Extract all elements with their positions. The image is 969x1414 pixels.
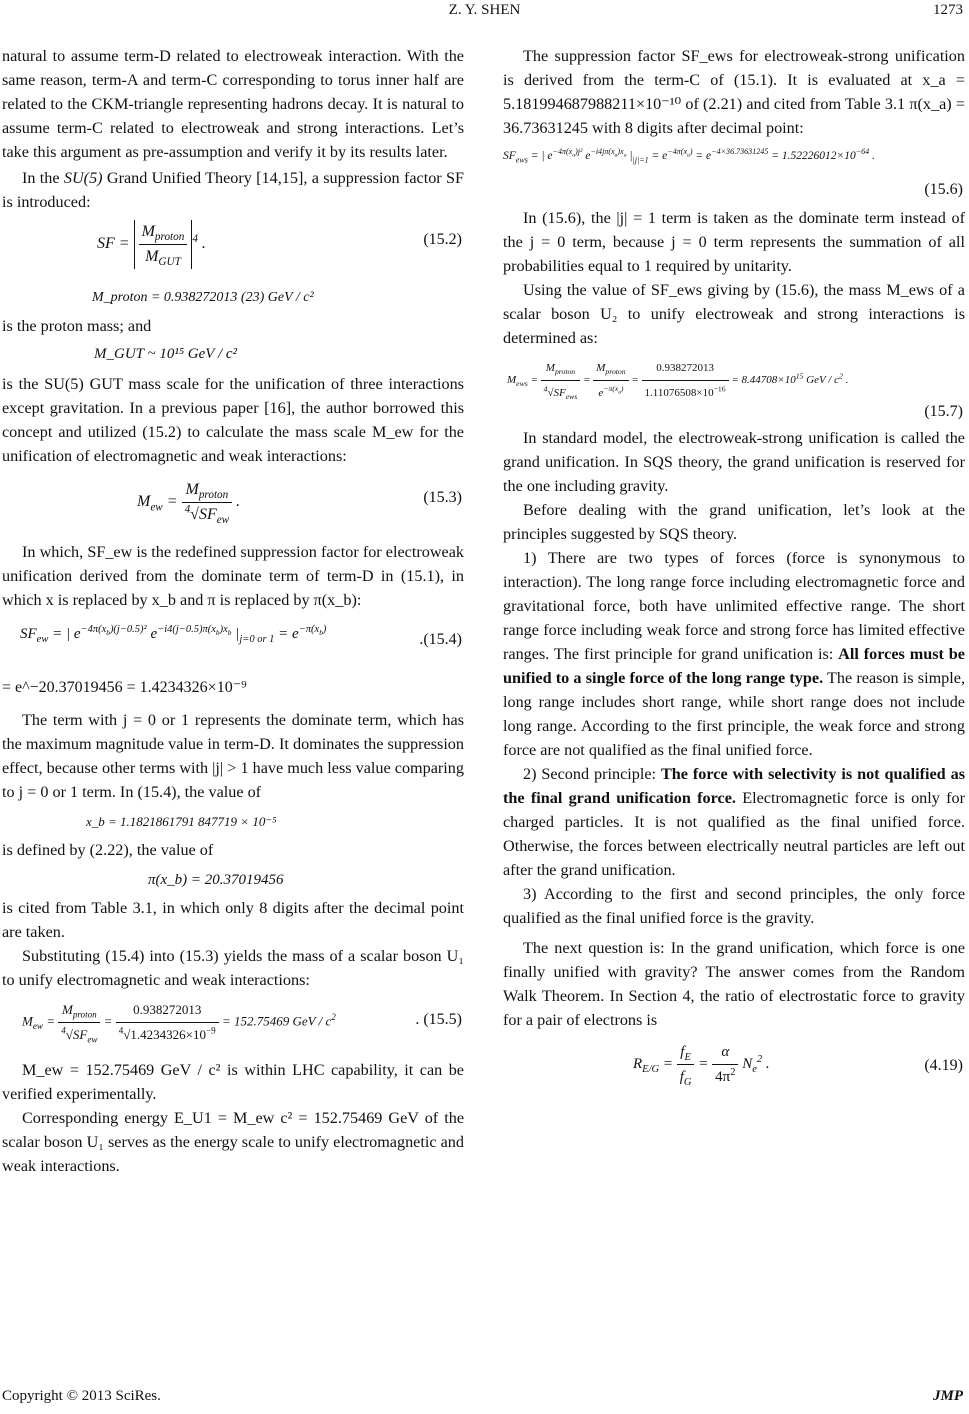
left-paragraph-11: Corresponding energy E_U1 = M_ew c² = 152.75469 GeV of the scalar boson U₁ serves as the energy scale to unify electromagnetic and weak interactions. — [2, 1109, 464, 1175]
equation-15-4-result: = e^−20.37019456 = 1.4234326×10⁻⁹ — [2, 679, 247, 696]
journal-name: JMP — [933, 1388, 963, 1404]
right-paragraph-8: 3) According to the first and second principles, the only force qualified as the final unified force is the gravity. — [503, 885, 965, 927]
right-paragraph-3: Using the value of SF_ews giving by (15.6), the mass M_ews of a scalar boson U₂ to unify electroweak and strong interactions is determined as: — [503, 281, 965, 347]
left-paragraph-4: is the SU(5) GUT mass scale for the unification of three interactions except gravitation. In a previous paper [16], the author borrowed this concept and utilized (15.2) to calculate the mass scale M_ew for the unification of electromagnetic and weak interactions: — [2, 375, 464, 465]
header-author: Z. Y. SHEN — [448, 2, 521, 18]
left-paragraph-6: The term with j = 0 or 1 represents the dominate term, which has the maximum magnitude value in term-D. It dominates the suppression effect, because other terms with |j| > 1 have much less value comparing to j = 0 or 1 term. In (15.4), the value of — [2, 711, 464, 801]
header-page-number: 1273 — [933, 2, 963, 18]
equation-number: (15.7) — [924, 403, 963, 420]
left-paragraph-8: is cited from Table 3.1, in which only 8 digits after the decimal point are taken. — [2, 899, 464, 941]
pi-xb-equation: π(x_b) = 20.37019456 — [148, 872, 284, 888]
right-paragraph-9: The next question is: In the grand unification, which force is one finally unified with gravity? The answer comes from the Random Walk Theorem. In Section 4, the ratio of electrostatic force to gravity for a pair of electrons is — [503, 939, 965, 1029]
equation-number: . (15.5) — [415, 1011, 462, 1028]
right-paragraph-2: In (15.6), the |j| = 1 term is taken as the dominate term instead of the j = 0 term, because j = 0 term represents the summation of all probabilities equal to 1 required by unitarity. — [503, 209, 965, 275]
left-paragraph-3: is the proton mass; and — [2, 317, 152, 335]
left-column — [2, 44, 464, 1178]
xb-equation: x_b = 1.1821861791 847719 × 10⁻⁵ — [86, 814, 277, 829]
left-paragraph-10: M_ew = 152.75469 GeV / c² is within LHC capability, it can be verified experimentally. — [2, 1061, 464, 1103]
copyright-notice: Copyright © 2013 SciRes. — [2, 1388, 161, 1404]
proton-mass-equation: M_proton = 0.938272013 (23) GeV / c² — [92, 290, 314, 305]
equation-number: .(15.4) — [419, 631, 462, 648]
equation-15-7: $M_{ews}$ = $\frac{M_{proton}}{^4√SF_{ews}}$ = $\frac{M_{proton}}{e^{-\pi(x_a)}}$ = $\frac{0.938272013}{1.11076508\times 10^{-16}}$ = $8.44708\times 10^{15}$ GeV / $c^2$ . (15.7) — [503, 350, 965, 426]
left-paragraph-1: natural to assume term-D related to electroweak interaction. With the same reason, term-A and term-C corresponding to torus inner half are related to the CKM-triangle representing hadrons decay. It is natural to assume term-C related to electroweak and strong interactions. Let’s take this argument as pre-assumption and verify it by its results later. — [2, 47, 464, 161]
equation-15-4: $SF_{ew}$ = | $e^{-4\pi(x_b)(j-0.5)^2}$ $e^{-i4(j-0.5)\pi(x_b)x_b}$ $|_{j=0 or 1} = e^{-\pi(x_b)}$ .(15.4) — [2, 612, 464, 672]
left-paragraph-5: In which, SF_ew is the redefined suppression factor for electroweak unification derived from the dominate term of term-D in (15.1), in which x is replaced by x_b and π is replaced by π(x_b): — [2, 543, 464, 609]
right-paragraph-6: 1) There are two types of forces (force is synonymous to interaction). The long range force including electromagnetic force and gravitational force, both have unlimited effective range. The short range force including weak force and strong force has limited effective ranges. The first principle for grand unification is: All forces must be unified to a single force of the long range type. The reason is simple, long range includes short range, while short range does not include long range. According to the first principle, the weak force and strong force are not qualified as the final unified force. — [503, 549, 965, 759]
equation-15-5: $M_{ew}$ = $\frac{M_{proton}}{^4√SF_{ew}}$ = $\frac{0.938272013}{^4√1.4234326\times 10^{-9}}$ = 152.75469 GeV / $c^2$ . (15.5) — [2, 992, 464, 1058]
right-paragraph-1: The suppression factor SF_ews for electroweak-strong unification is derived from the term-C of (15.1). It is evaluated at x_a = 5.181994687988211×10⁻¹⁰ of (2.21) and cited from Table 3.1 π(x_a) = 36.73631245 with 8 digits after decimal point: — [503, 47, 965, 137]
right-paragraph-5: Before dealing with the grand unification, let’s look at the principles suggested by SQS theory. — [503, 501, 965, 543]
equation-number: (4.19) — [924, 1057, 963, 1074]
equation-4-19: $R_{E/G}$ = $\frac{f_E}{f_G}$ = $\frac{\alpha}{4\pi^2}$ $N_e^2$ . (4.19) — [503, 1032, 965, 1102]
running-header — [0, 2, 969, 26]
equation-15-6: $SF_{ews}$ = | $e^{-4\pi(x_a)j^2}$ $e^{-i4j\pi(x_a)x_a}$ $|_{|j|=1} = e^{-4\pi(x_a)} = e^{-4\times 36.73631245} = 1.52226012\times 10^{-64}$ . (15.6) — [503, 140, 965, 206]
equation-number: (15.3) — [423, 489, 462, 506]
right-paragraph-7: 2) Second principle: The force with selectivity is not qualified as the final grand unification force. Electromagnetic force is only for charged particles. It is not qualified as the final unified force. Otherwise, the forces between electrically neutral particles are left out after the grand unification. — [503, 765, 965, 879]
gut-mass-equation: M_GUT ~ 10¹⁵ GeV / c² — [94, 346, 238, 362]
left-paragraph-7: is defined by (2.22), the value of — [2, 841, 214, 859]
equation-15-3: $M_{ew}$ = $\frac{M_{proton}}{^4√SF_{ew}}$ . (15.3) — [2, 468, 464, 540]
equation-15-2: SF = $\frac{M_{proton}}{M_{GUT}}$ $^4$ . (15.2) — [2, 214, 464, 284]
equation-number: (15.2) — [423, 231, 462, 248]
left-paragraph-9: Substituting (15.4) into (15.3) yields the mass of a scalar boson U₁ to unify electromagnetic and weak interactions: — [2, 947, 464, 989]
right-column — [503, 44, 965, 1102]
left-paragraph-2: In the SU(5) Grand Unified Theory [14,15], a suppression factor SF is introduced: — [2, 169, 465, 211]
equation-number: (15.6) — [924, 181, 963, 198]
right-paragraph-4: In standard model, the electroweak-strong unification is called the grand unification. In SQS theory, the grand unification is reserved for the one including gravity. — [503, 429, 965, 495]
